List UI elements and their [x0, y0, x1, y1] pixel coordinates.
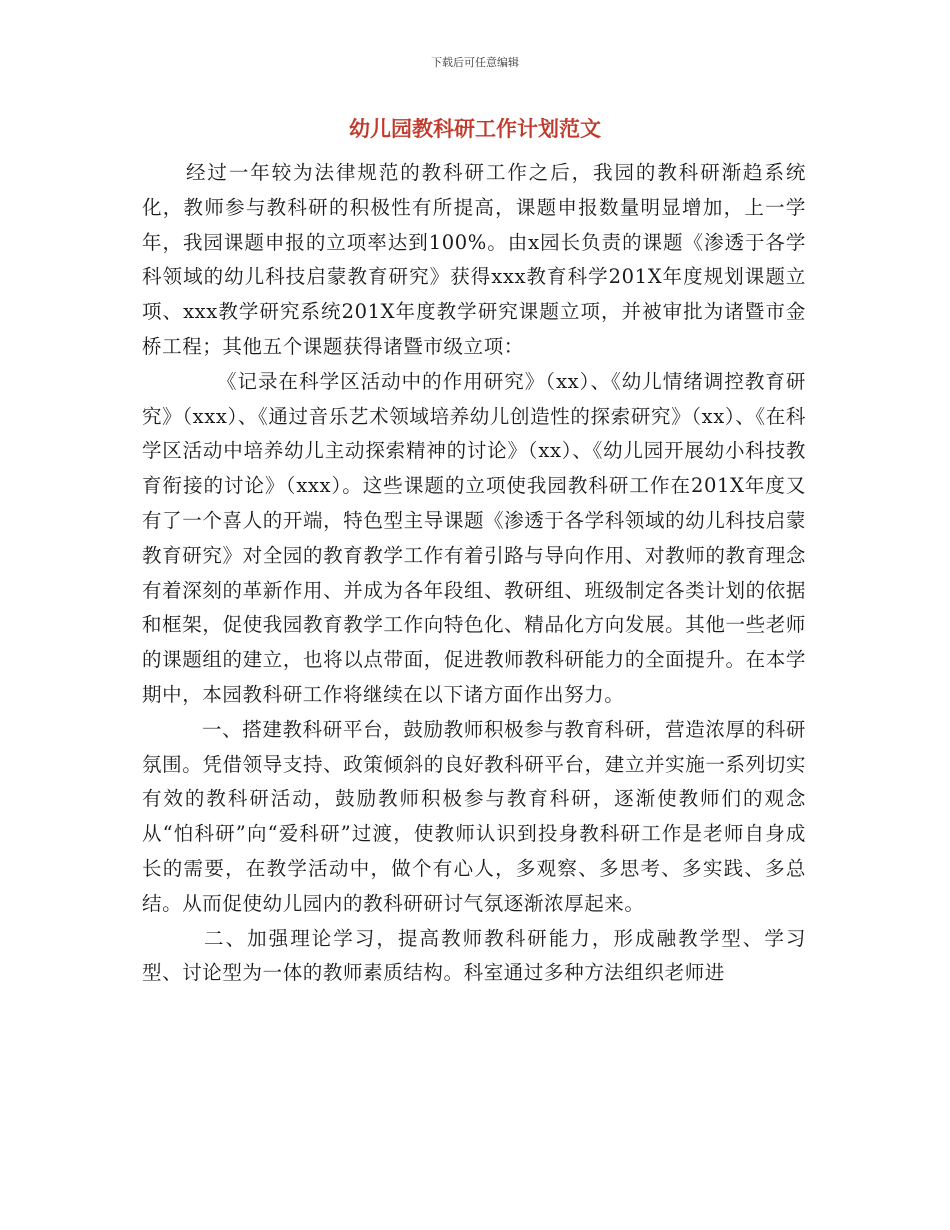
paragraph-topics: 《记录在科学区活动中的作用研究》（xx）、《幼儿情绪调控教育研究》（xxx）、《通过音乐艺术领域培养幼儿创造性的探索研究》（xx）、《在科学区活动中培养幼儿主动探索精神的讨论》（xx）、《幼儿园开展幼小科技教育衔接的讨论》（xxx）。这些课题的立项使我园教科研工作在201X年度又有了一个喜人的开端，特色型主导课题《渗透于各学科领域的幼儿科技启蒙教育研究》对全园的教育教学工作有着引路与导向作用、对教师的教育理念有着深刻的革新作用、并成为各年段组、教研组、班级制定各类计划的依据和框架，促使我园教育教学工作向特色化、精品化方向发展。其他一些老师的课题组的建立，也将以点带面，促进教师教科研能力的全面提升。在本学期中，本园教科研工作将继续在以下诸方面作出努力。 — [142, 369, 806, 706]
page-header: 下载后可任意编辑 — [431, 56, 519, 69]
document-title: 幼儿园教科研工作计划范文 — [349, 117, 601, 141]
paragraph-intro: 经过一年较为法律规范的教科研工作之后，我园的教科研渐趋系统化，教师参与教科研的积极性有所提高，课题申报数量明显增加，上一学年，我园课题申报的立项率达到100%。由x园长负责的课题《渗透于各学科领域的幼儿科技启蒙教育研究》获得xxx教育科学201X年度规划课题立项、xxx教学研究系统201X年度教学研究课题立项，并被审批为诸暨市金桥工程；其他五个课题获得诸暨市级立项： — [142, 161, 806, 358]
paragraph-section-two: 二、加强理论学习，提高教师教科研能力，形成融教学型、学习型、讨论型为一体的教师素质结构。科室通过多种方法组织老师进 — [142, 926, 806, 985]
document-body — [142, 156, 806, 991]
paragraph-section-one: 一、搭建教科研平台，鼓励教师积极参与教育科研，营造浓厚的科研氛围。凭借领导支持、政策倾斜的良好教科研平台，建立并实施一系列切实有效的教科研活动，鼓励教师积极参与教育科研，逐渐使教师们的观念从“怕科研”向“爱科研”过渡，使教师认识到投身教科研工作是老师自身成长的需要，在教学活动中，做个有心人，多观察、多思考、多实践、多总结。从而促使幼儿园内的教科研研讨气氛逐渐浓厚起来。 — [142, 717, 806, 915]
